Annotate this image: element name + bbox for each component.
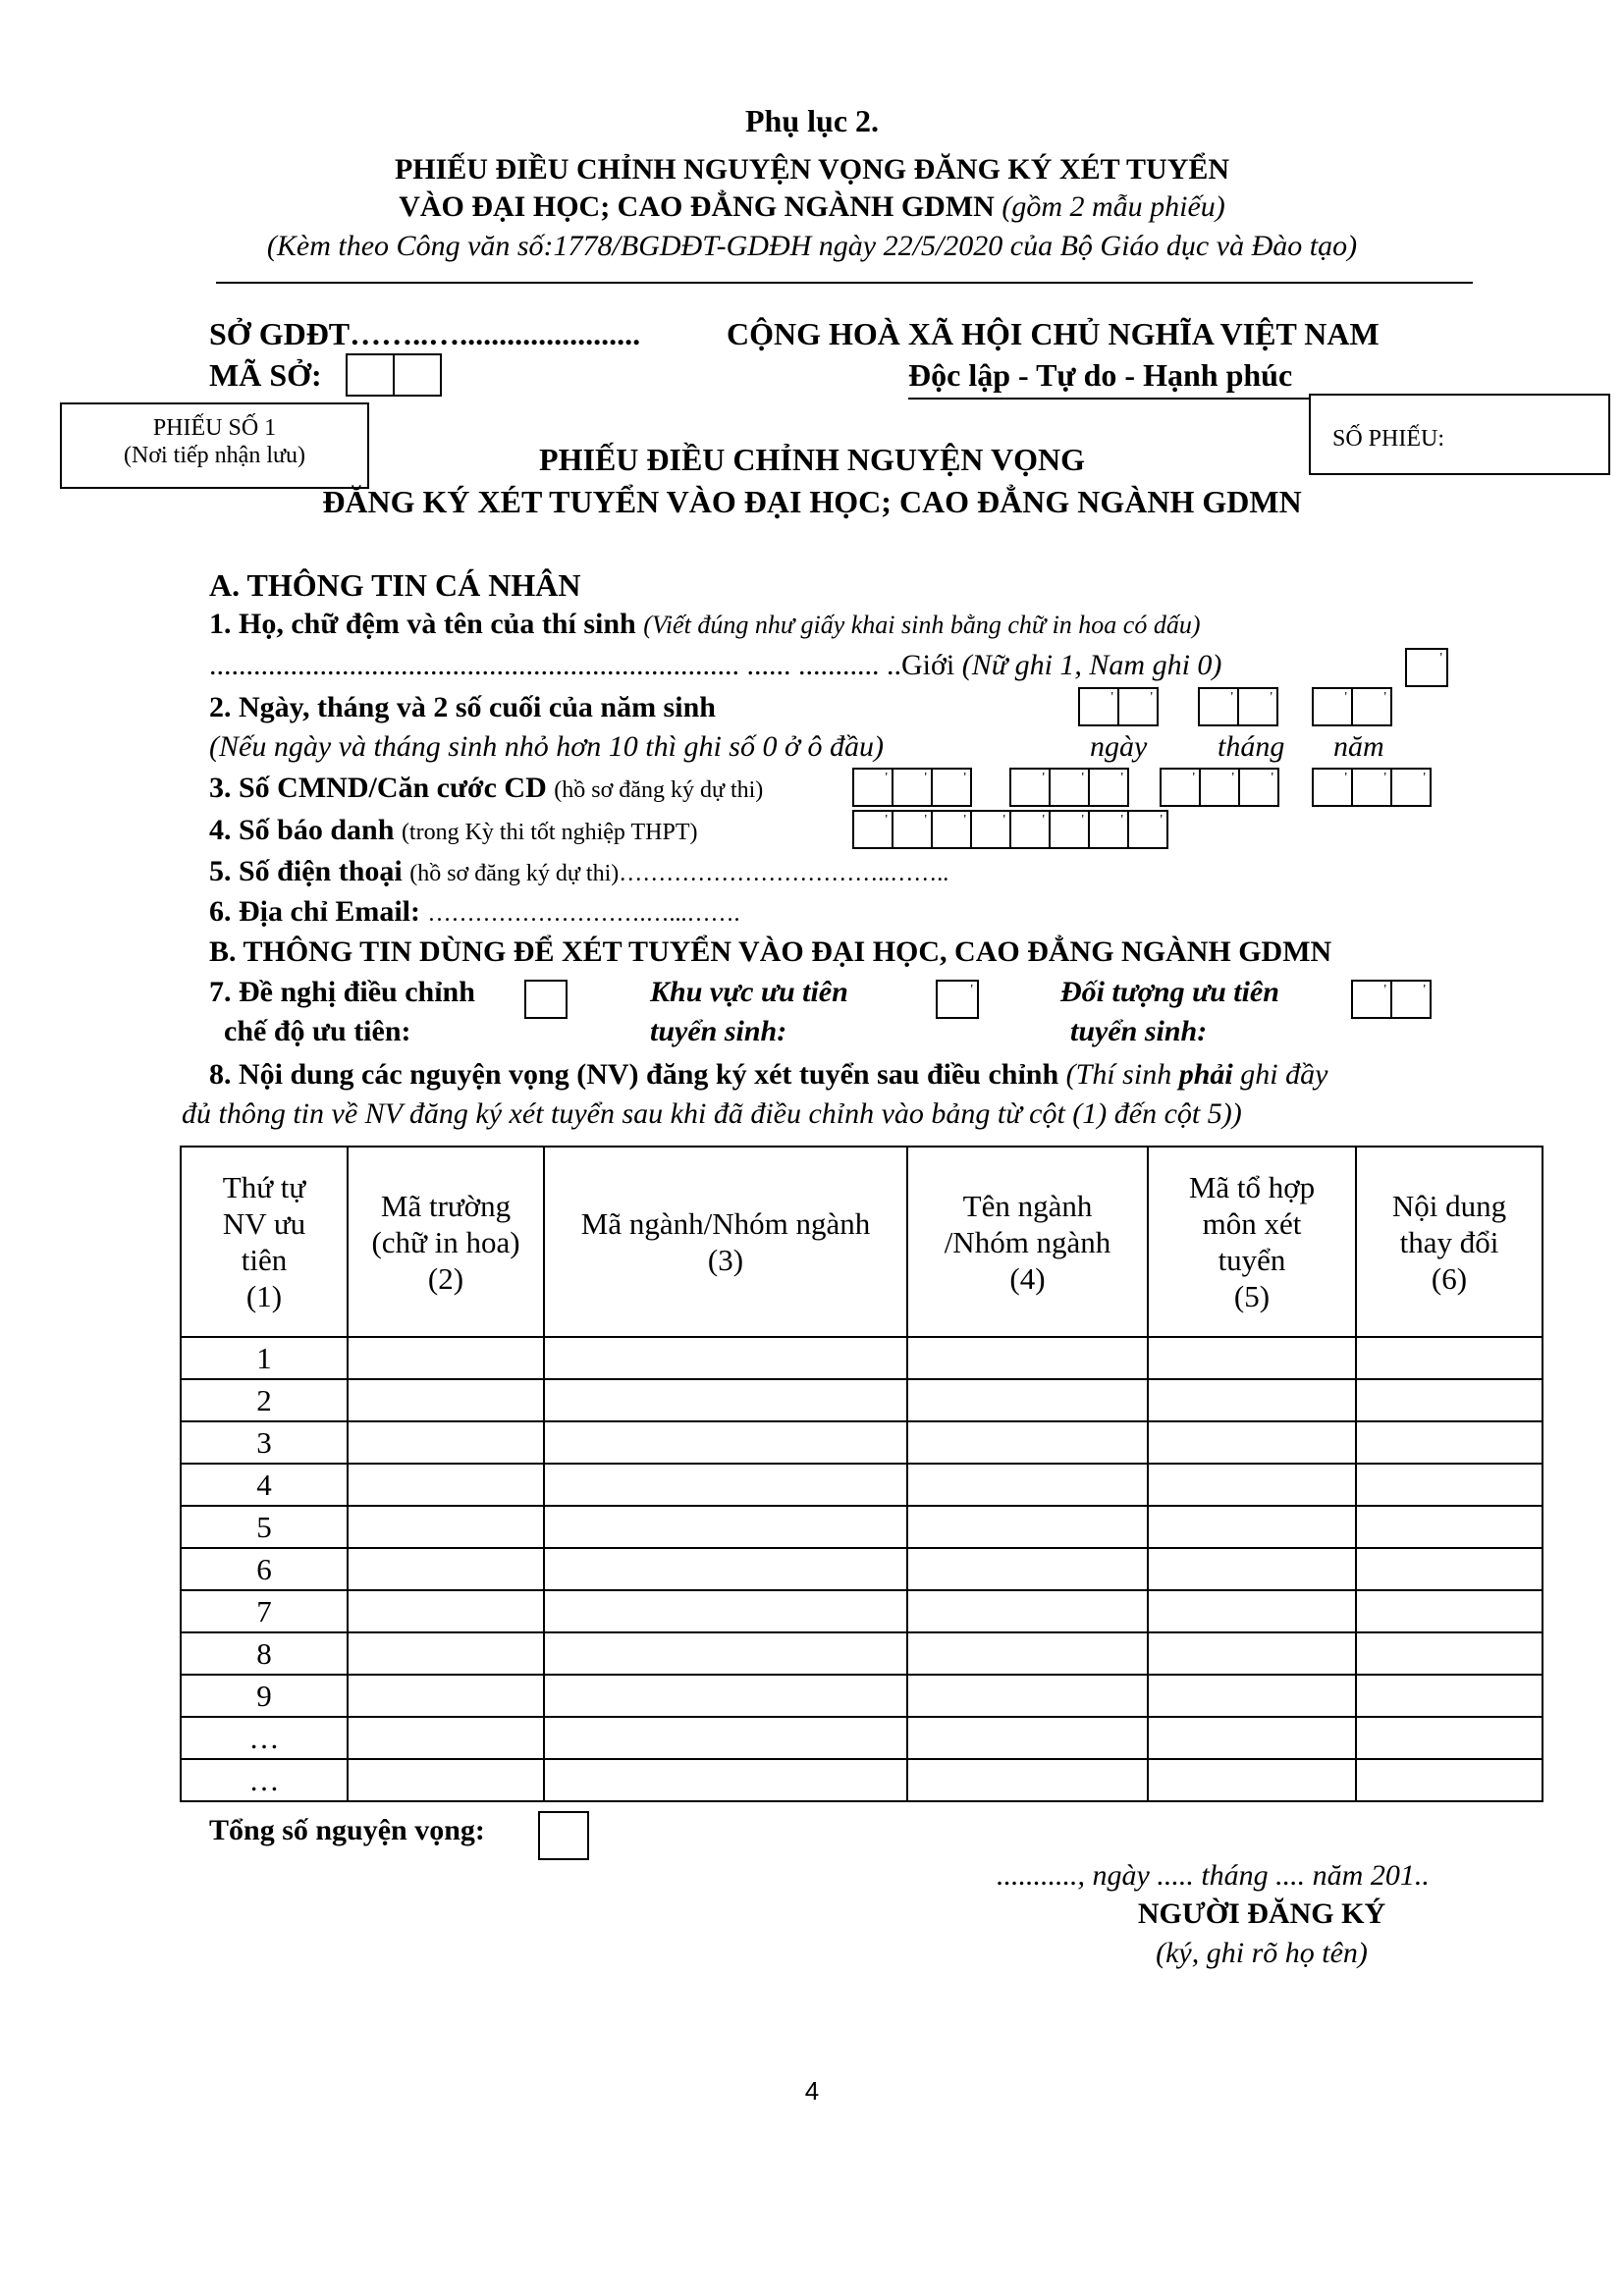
area-label-line2: tuyển sinh: <box>650 1015 787 1047</box>
ma-so-box[interactable] <box>393 353 442 397</box>
cell[interactable] <box>348 1759 544 1801</box>
cell[interactable] <box>1148 1632 1356 1675</box>
cell[interactable] <box>907 1421 1148 1464</box>
q1-dots: ........................................................................ ...... ........... ..Giới <box>209 649 955 681</box>
cell[interactable] <box>544 1717 907 1759</box>
digit-box[interactable] <box>852 768 893 807</box>
country-name: CỘNG HOÀ XÃ HỘI CHỦ NGHĨA VIỆT NAM <box>727 316 1380 351</box>
cell[interactable] <box>348 1506 544 1548</box>
q1-gender-note: (Nữ ghi 1, Nam ghi 0) <box>961 649 1222 681</box>
cell[interactable] <box>1148 1548 1356 1590</box>
cell[interactable] <box>1356 1421 1543 1464</box>
digit-box[interactable] <box>1088 810 1129 849</box>
digit-box[interactable] <box>1351 768 1392 807</box>
area-label-line1: Khu vực ưu tiên <box>650 976 848 1008</box>
so-phieu-label: SỐ PHIẾU: <box>1332 426 1445 452</box>
cell[interactable] <box>348 1717 544 1759</box>
cell[interactable] <box>1148 1759 1356 1801</box>
date-line: ..........., ngày ..... tháng .... năm 201.. <box>997 1859 1430 1892</box>
object-label-line1: Đối tượng ưu tiên <box>1060 976 1279 1008</box>
table-header-row <box>181 1147 1543 1337</box>
area-box[interactable] <box>936 980 979 1019</box>
digit-box[interactable] <box>931 810 972 849</box>
digit-box[interactable] <box>1088 768 1129 807</box>
header-divider <box>216 282 1473 284</box>
cell[interactable] <box>348 1675 544 1717</box>
q4-row <box>209 813 697 848</box>
cell[interactable] <box>1148 1506 1356 1548</box>
header-change-content: Nội dung thay đổi (6) <box>1356 1147 1543 1337</box>
cell[interactable] <box>348 1464 544 1506</box>
id-boxes-2[interactable] <box>1011 768 1129 807</box>
row-index: 3 <box>181 1421 348 1464</box>
cell[interactable] <box>1356 1590 1543 1632</box>
q5-row <box>209 854 948 889</box>
phieu-so-line2: (Nơi tiếp nhận lưu) <box>124 443 305 468</box>
q7-line1: 7. Đề nghị điều chỉnh <box>209 976 475 1008</box>
cell[interactable] <box>1356 1759 1543 1801</box>
object-box-group[interactable] <box>1353 980 1432 1019</box>
id-boxes-3[interactable] <box>1162 768 1279 807</box>
cell[interactable] <box>544 1464 907 1506</box>
cell[interactable] <box>544 1632 907 1675</box>
cell[interactable] <box>907 1548 1148 1590</box>
digit-box[interactable] <box>1312 687 1353 726</box>
form-title-line2: ĐĂNG KÝ XÉT TUYỂN VÀO ĐẠI HỌC; CAO ĐẲNG NGÀNH GDMN <box>322 484 1302 519</box>
cell[interactable] <box>1356 1379 1543 1421</box>
table-row <box>181 1548 1543 1590</box>
cell[interactable] <box>1356 1675 1543 1717</box>
row-index: … <box>181 1759 348 1801</box>
digit-box[interactable] <box>892 768 933 807</box>
q8-note-line2: đủ thông tin về NV đăng ký xét tuyển sau khi đã điều chỉnh vào bảng từ cột (1) đến cột 5)) <box>182 1097 1242 1130</box>
digit-box[interactable] <box>1127 810 1168 849</box>
ma-so-box[interactable] <box>346 353 395 397</box>
table-row <box>181 1337 1543 1379</box>
id-boxes-1[interactable] <box>854 768 972 807</box>
row-index: 1 <box>181 1337 348 1379</box>
cell[interactable] <box>348 1421 544 1464</box>
document-reference: (Kèm theo Công văn số:1778/BGDĐT-GDĐH ngày 22/5/2020 của Bộ Giáo dục và Đào tạo) <box>266 230 1358 262</box>
document-title-line1: PHIẾU ĐIỀU CHỈNH NGUYỆN VỌNG ĐĂNG KÝ XÉT TUYỂN <box>394 153 1230 186</box>
cell[interactable] <box>907 1717 1148 1759</box>
cell[interactable] <box>1356 1717 1543 1759</box>
cell[interactable] <box>544 1421 907 1464</box>
q3-label: 3. Số CMND/Căn cước CD <box>209 772 547 804</box>
q8-note-part1: (Thí sinh <box>1065 1058 1172 1091</box>
digit-box[interactable] <box>852 810 893 849</box>
table-row <box>181 1421 1543 1464</box>
signer-label: NGƯỜI ĐĂNG KÝ <box>1137 1897 1386 1930</box>
digit-box[interactable] <box>1351 687 1392 726</box>
cell[interactable] <box>907 1506 1148 1548</box>
table-row <box>181 1506 1543 1548</box>
digit-box[interactable] <box>1160 768 1201 807</box>
form-title-line1: PHIẾU ĐIỀU CHỈNH NGUYỆN VỌNG <box>539 442 1085 477</box>
cell[interactable] <box>544 1548 907 1590</box>
wishes-table <box>180 1146 1543 1802</box>
national-motto: Độc lập - Tự do - Hạnh phúc <box>908 357 1293 393</box>
header-school-code: Mã trường (chữ in hoa) (2) <box>348 1147 544 1337</box>
cell[interactable] <box>1356 1548 1543 1590</box>
cell[interactable] <box>907 1337 1148 1379</box>
total-wishes-label: Tổng số nguyện vọng: <box>209 1814 485 1846</box>
q8-row <box>209 1057 1327 1093</box>
appendix-label: Phụ lục 2. <box>744 103 880 138</box>
header-major-name: Tên ngành /Nhóm ngành (4) <box>907 1147 1148 1337</box>
motto-underline <box>908 398 1311 400</box>
birth-day-boxes[interactable] <box>1080 687 1159 726</box>
cell[interactable] <box>907 1632 1148 1675</box>
cell[interactable] <box>1148 1717 1356 1759</box>
ma-so-boxes[interactable] <box>348 353 442 397</box>
birth-month-boxes[interactable] <box>1200 687 1278 726</box>
gender-box-group[interactable] <box>1407 648 1448 687</box>
q3-note: (hồ sơ đăng ký dự thi) <box>554 777 764 803</box>
digit-box[interactable] <box>1351 980 1392 1019</box>
digit-box[interactable] <box>1237 687 1278 726</box>
gender-box[interactable] <box>1405 648 1448 687</box>
cell[interactable] <box>907 1379 1148 1421</box>
digit-box[interactable] <box>1238 768 1279 807</box>
cell[interactable] <box>1148 1337 1356 1379</box>
year-label: năm <box>1333 730 1384 763</box>
row-index: 7 <box>181 1590 348 1632</box>
cell[interactable] <box>907 1759 1148 1801</box>
row-index: 5 <box>181 1506 348 1548</box>
cell[interactable] <box>1356 1632 1543 1675</box>
cell[interactable] <box>1148 1675 1356 1717</box>
digit-box[interactable] <box>1390 768 1432 807</box>
phieu-so-line1: PHIẾU SỐ 1 <box>152 415 277 441</box>
header-subject-combo: Mã tổ hợp môn xét tuyển (5) <box>1148 1147 1356 1337</box>
q4-label: 4. Số báo danh <box>209 814 395 846</box>
cell[interactable] <box>348 1379 544 1421</box>
area-box-group[interactable] <box>938 980 979 1019</box>
q3-row <box>209 771 763 806</box>
so-gddt-label: SỞ GDĐT……..…....................... <box>209 316 641 351</box>
q6-label: 6. Địa chỉ Email: <box>209 895 420 928</box>
q1-label: 1. Họ, chữ đệm và tên của thí sinh <box>209 608 636 640</box>
page-number: 4 <box>804 2076 820 2106</box>
cell[interactable] <box>544 1590 907 1632</box>
table-row <box>181 1379 1543 1421</box>
digit-box[interactable] <box>1049 810 1090 849</box>
q6-row <box>209 894 740 930</box>
digit-box[interactable] <box>1009 768 1051 807</box>
object-label-line2: tuyển sinh: <box>1070 1015 1208 1047</box>
cell[interactable] <box>1148 1464 1356 1506</box>
table-row <box>181 1759 1543 1801</box>
digit-box[interactable] <box>1009 810 1051 849</box>
cell[interactable] <box>544 1379 907 1421</box>
digit-box[interactable] <box>1390 980 1432 1019</box>
q1-row <box>209 607 1201 642</box>
cell[interactable] <box>544 1337 907 1379</box>
cell[interactable] <box>348 1548 544 1590</box>
row-index: 6 <box>181 1548 348 1590</box>
cell[interactable] <box>544 1506 907 1548</box>
cell[interactable] <box>1148 1590 1356 1632</box>
q5-note: (hồ sơ đăng ký dự thi)……………………………..…….. <box>409 861 949 886</box>
document-title-note: (gồm 2 mẫu phiếu) <box>1001 190 1225 223</box>
cell[interactable] <box>907 1675 1148 1717</box>
candidate-number-boxes[interactable] <box>854 810 1168 849</box>
cell[interactable] <box>1148 1421 1356 1464</box>
section-b-heading: B. THÔNG TIN DÙNG ĐỂ XÉT TUYỂN VÀO ĐẠI HỌC, CAO ĐẲNG NGÀNH GDMN <box>209 935 1332 968</box>
adjust-priority-box-group[interactable] <box>526 980 568 1019</box>
table-row <box>181 1717 1543 1759</box>
cell[interactable] <box>348 1632 544 1675</box>
document-title-line2 <box>0 189 1624 225</box>
table-row <box>181 1632 1543 1675</box>
month-label: tháng <box>1218 730 1285 763</box>
row-index: … <box>181 1717 348 1759</box>
day-label: ngày <box>1090 730 1148 763</box>
digit-box[interactable] <box>1312 768 1353 807</box>
digit-box[interactable] <box>1049 768 1090 807</box>
q1-note: (Viết đúng như giấy khai sinh bằng chữ in hoa có dấu) <box>643 611 1201 639</box>
q1-dots-row <box>209 648 1221 683</box>
digit-box[interactable] <box>970 810 1011 849</box>
q4-note: (trong Kỳ thi tốt nghiệp THPT) <box>401 820 698 845</box>
cell[interactable] <box>907 1590 1148 1632</box>
table-row <box>181 1590 1543 1632</box>
row-index: 9 <box>181 1675 348 1717</box>
row-index: 8 <box>181 1632 348 1675</box>
cell[interactable] <box>907 1464 1148 1506</box>
id-boxes-4[interactable] <box>1314 768 1432 807</box>
ma-so-label: MÃ SỞ: <box>209 357 322 393</box>
q8-note-part2: ghi đầy <box>1240 1058 1328 1091</box>
digit-box[interactable] <box>1078 687 1119 726</box>
q2-note: (Nếu ngày và tháng sinh nhỏ hơn 10 thì ghi số 0 ở ô đầu) <box>209 730 884 763</box>
digit-box[interactable] <box>892 810 933 849</box>
cell[interactable] <box>544 1759 907 1801</box>
q8-note-bold: phải <box>1178 1058 1233 1091</box>
header-major-code: Mã ngành/Nhóm ngành (3) <box>544 1147 907 1337</box>
total-wishes-box[interactable] <box>538 1811 589 1860</box>
q8-label: 8. Nội dung các nguyện vọng (NV) đăng ký xét tuyển sau điều chỉnh <box>209 1058 1059 1091</box>
cell[interactable] <box>1356 1337 1543 1379</box>
table-row <box>181 1464 1543 1506</box>
section-a-heading: A. THÔNG TIN CÁ NHÂN <box>209 567 581 603</box>
birth-year-boxes[interactable] <box>1314 687 1392 726</box>
row-index: 2 <box>181 1379 348 1421</box>
cell[interactable] <box>348 1337 544 1379</box>
header-order: Thứ tự NV ưu tiên (1) <box>181 1147 348 1337</box>
adjust-priority-box[interactable] <box>524 980 568 1019</box>
cell[interactable] <box>544 1675 907 1717</box>
digit-box[interactable] <box>1199 768 1240 807</box>
cell[interactable] <box>1148 1379 1356 1421</box>
digit-box[interactable] <box>1198 687 1239 726</box>
row-index: 4 <box>181 1464 348 1506</box>
q7-line2: chế độ ưu tiên: <box>224 1015 411 1047</box>
q2-label: 2. Ngày, tháng và 2 số cuối của năm sinh <box>209 691 716 723</box>
signature-note: (ký, ghi rõ họ tên) <box>1156 1937 1368 1969</box>
table-row <box>181 1675 1543 1717</box>
cell[interactable] <box>348 1590 544 1632</box>
q5-label: 5. Số điện thoại <box>209 855 403 887</box>
document-title-text: VÀO ĐẠI HỌC; CAO ĐẲNG NGÀNH GDMN <box>399 190 995 223</box>
q6-dots: ……………………….…...……. <box>427 901 740 927</box>
digit-box[interactable] <box>931 768 972 807</box>
digit-box[interactable] <box>1117 687 1159 726</box>
cell[interactable] <box>1356 1464 1543 1506</box>
cell[interactable] <box>1356 1506 1543 1548</box>
